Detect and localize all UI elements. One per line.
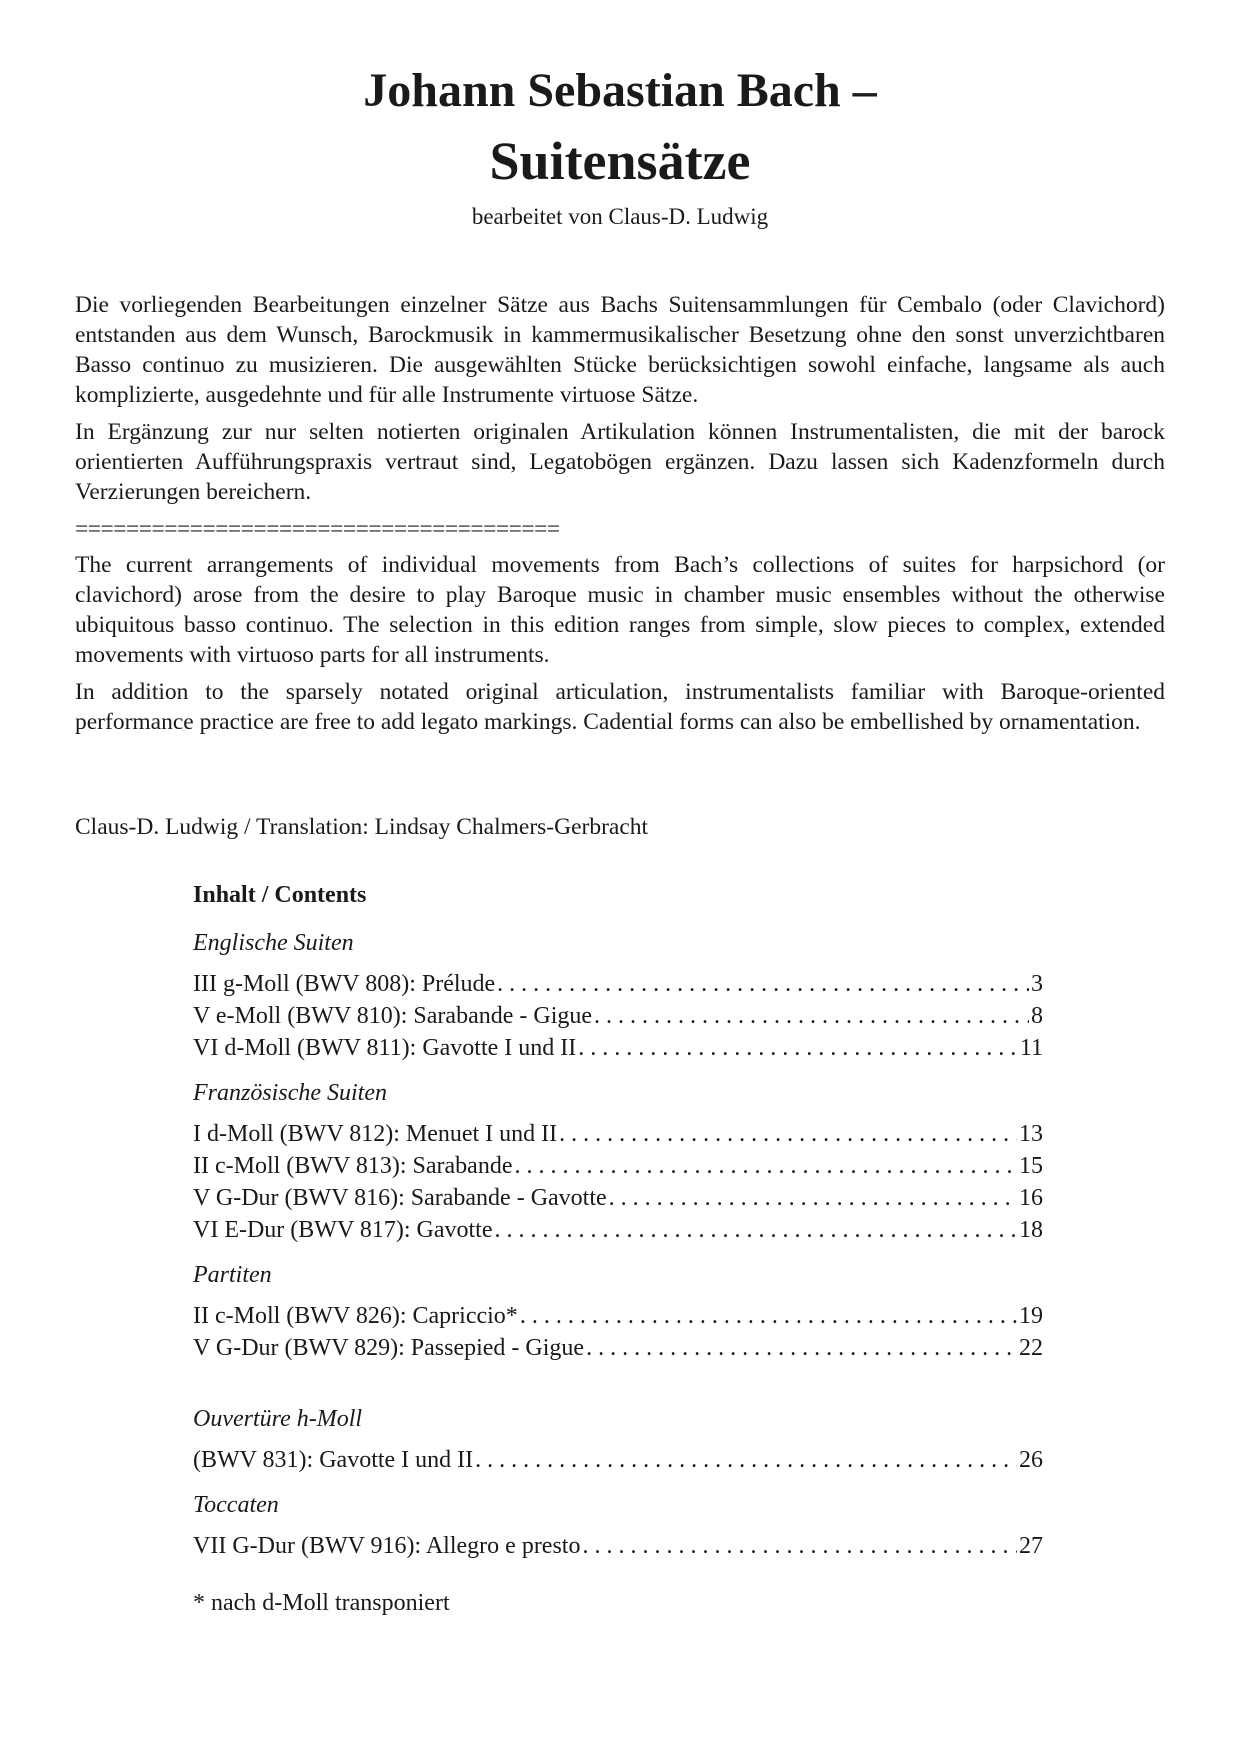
- toc-entry-label: (BWV 831): Gavotte I und II: [193, 1447, 474, 1473]
- toc-entry[interactable]: [193, 1150, 1043, 1182]
- toc-dot-leader: [559, 1118, 1017, 1150]
- toc-entry[interactable]: [193, 968, 1043, 1000]
- toc-entry[interactable]: [193, 1118, 1043, 1150]
- toc-dot-leader: [594, 1000, 1029, 1032]
- toc-entry-label: VI d-Moll (BWV 811): Gavotte I und II: [193, 1035, 577, 1061]
- subtitle-arranger: bearbeitet von Claus-D. Ludwig: [471, 204, 769, 229]
- toc-section: [193, 1404, 1043, 1476]
- toc-entry-page-number: 15: [1019, 1153, 1043, 1179]
- toc-entry[interactable]: [193, 1300, 1043, 1332]
- toc-section-title: Partiten: [193, 1262, 272, 1288]
- toc-entry-page-number: 22: [1019, 1335, 1043, 1361]
- toc-dot-leader: [609, 1182, 1017, 1214]
- toc-entry[interactable]: [193, 1214, 1043, 1246]
- toc-dot-leader: [582, 1530, 1017, 1562]
- toc-dot-leader: [520, 1300, 1017, 1332]
- toc-entry[interactable]: [193, 1182, 1043, 1214]
- toc-dot-leader: [514, 1150, 1017, 1182]
- toc-entry-label: VI E-Dur (BWV 817): Gavotte: [193, 1217, 493, 1243]
- toc-section: [193, 928, 1043, 1064]
- toc-dot-leader: [586, 1332, 1017, 1364]
- toc-entry-page-number: 3: [1031, 971, 1043, 997]
- toc-entry-label: VII G-Dur (BWV 916): Allegro e presto: [193, 1533, 581, 1559]
- toc-heading: Inhalt / Contents: [193, 882, 367, 908]
- footnote: * nach d-Moll transponiert: [193, 1590, 450, 1616]
- toc-entry[interactable]: [193, 1000, 1043, 1032]
- toc-entry-page-number: 16: [1019, 1185, 1043, 1211]
- toc-entry-label: V G-Dur (BWV 829): Passepied - Gigue: [193, 1335, 585, 1361]
- toc-sections: [193, 928, 1043, 1562]
- toc-entry-label: II c-Moll (BWV 813): Sarabande: [193, 1153, 513, 1179]
- toc-entry[interactable]: [193, 1332, 1043, 1364]
- toc-section-title: Toccaten: [193, 1492, 279, 1518]
- toc-entry[interactable]: [193, 1530, 1043, 1562]
- toc-dot-leader: [578, 1032, 1018, 1064]
- intro-text: [75, 290, 1165, 744]
- toc-dot-leader: [497, 968, 1029, 1000]
- toc-section: [193, 1078, 1043, 1246]
- toc-entry-page-number: 8: [1031, 1003, 1043, 1029]
- toc-section-title: Französische Suiten: [193, 1080, 387, 1106]
- intro-paragraph-en-2: In addition to the sparsely notated original articulation, instrumentalists familiar with Baroque-oriented performance practice are free to add legato markings. Cadential forms can also be embellished by ornamentation.: [75, 679, 1165, 735]
- intro-paragraph-de-2: In Ergänzung zur nur selten notierten originalen Artikulation können Instrumentalisten, die mit der barock orientierten Aufführungspraxis vertraut sind, Legatobögen ergänzen. Dazu lassen sich Kadenzformeln durch Verzierungen bereichern.: [75, 419, 1165, 505]
- title-work: Suitensätze: [489, 131, 751, 191]
- toc-entry-page-number: 13: [1019, 1121, 1043, 1147]
- toc-entry[interactable]: [193, 1032, 1043, 1064]
- toc-entry-label: V G-Dur (BWV 816): Sarabande - Gavotte: [193, 1185, 607, 1211]
- intro-paragraph-de-1: Die vorliegenden Bearbeitungen einzelner Sätze aus Bachs Suitensammlungen für Cembalo (oder Clavichord) entstanden aus dem Wunsch, Barockmusik in kammermusikalischer Besetzung ohne den sonst unverzichtbaren Basso continuo zu musizieren. Die ausgewählten Stücke berücksichtigen sowohl einfache, langsame als auch komplizierte, ausgedehnte und für alle Instrumente virtuose Sätze.: [75, 292, 1165, 408]
- toc-entry-label: V e-Moll (BWV 810): Sarabande - Gigue: [193, 1003, 593, 1029]
- toc-section-title: Ouvertüre h-Moll: [193, 1406, 363, 1432]
- title-composer: Johann Sebastian Bach –: [363, 64, 877, 117]
- toc-entry-page-number: 26: [1019, 1447, 1043, 1473]
- table-of-contents: [193, 880, 1043, 1576]
- toc-entry[interactable]: [193, 1444, 1043, 1476]
- credit-line: Claus-D. Ludwig / Translation: Lindsay Chalmers-Gerbracht: [75, 814, 649, 840]
- toc-section: [193, 1490, 1043, 1562]
- toc-entry-label: III g-Moll (BWV 808): Prélude: [193, 971, 496, 997]
- toc-section-title: Englische Suiten: [193, 930, 354, 956]
- toc-entry-page-number: 19: [1019, 1303, 1043, 1329]
- toc-section: [193, 1260, 1043, 1364]
- language-separator: ======================================: [75, 516, 560, 542]
- toc-entry-page-number: 27: [1019, 1533, 1043, 1559]
- toc-entry-page-number: 11: [1019, 1035, 1043, 1061]
- toc-entry-page-number: 18: [1019, 1217, 1043, 1243]
- toc-entry-label: I d-Moll (BWV 812): Menuet I und II: [193, 1121, 558, 1147]
- toc-entry-label: II c-Moll (BWV 826): Capriccio*: [193, 1303, 518, 1329]
- toc-dot-leader: [475, 1444, 1017, 1476]
- toc-dot-leader: [494, 1214, 1017, 1246]
- intro-paragraph-en-1: The current arrangements of individual movements from Bach’s collections of suites for harpsichord (or clavichord) arose from the desire to play Baroque music in chamber music ensembles without the otherwise ubiquitous basso continuo. The selection in this edition ranges from simple, slow pieces to complex, extended movements with virtuoso parts for all instruments.: [75, 552, 1165, 668]
